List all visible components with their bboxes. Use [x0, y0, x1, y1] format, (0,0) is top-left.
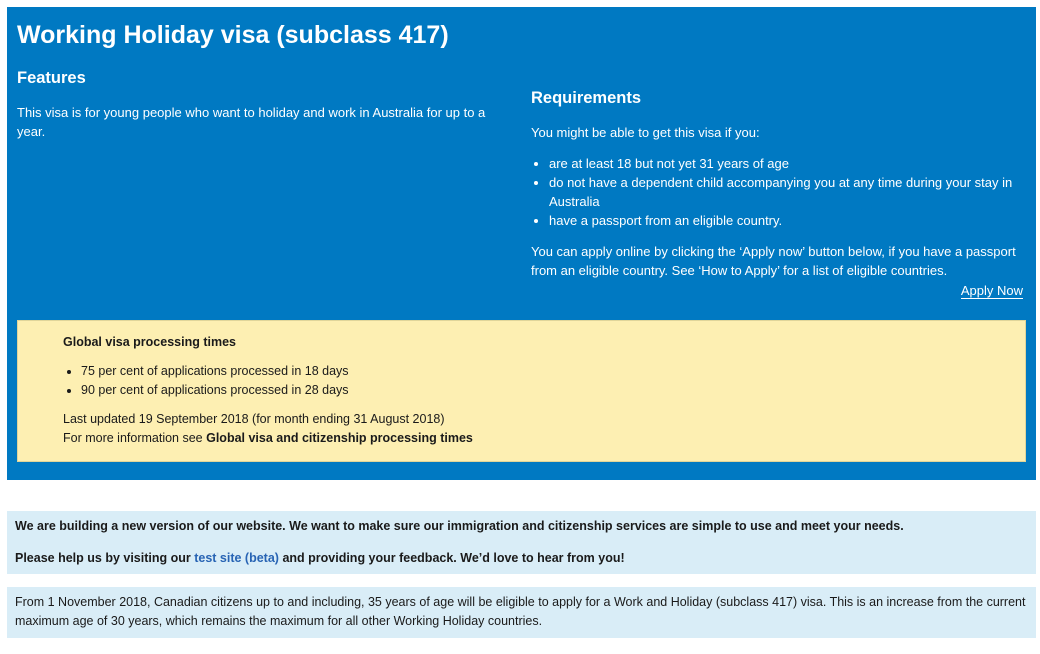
- apply-row: [531, 281, 1023, 300]
- processing-more-info: [63, 429, 1025, 448]
- beta-notice-line-2: [15, 549, 1036, 568]
- requirements-intro: You might be able to get this visa if you:: [531, 125, 760, 140]
- list-item: • do not have a dependent child accompanying you at any time during your stay in Australia: [549, 173, 1023, 211]
- list-item: • have a passport from an eligible country.: [549, 211, 1023, 230]
- processing-times-box: [17, 320, 1026, 462]
- processing-times-heading: Global visa processing times: [63, 335, 236, 349]
- canada-notice-text: From 1 November 2018, Canadian citizens up to and including, 35 years of age will be eligible to apply for a Work and Holiday (subclass 417) visa. This is an increase from the current maximum age of 30 years, which remains the maximum for all other Working Holiday countries.: [15, 595, 1026, 628]
- list-item: • are at least 18 but not yet 31 years of age: [549, 154, 1023, 173]
- apply-instructions: You can apply online by clicking the ‘Apply now’ button below, if you have a passport from an eligible country. See ‘How to Apply’ for a list of eligible countries.: [531, 244, 1016, 278]
- requirements-list: [531, 154, 1023, 230]
- list-item: • 90 per cent of applications processed in 28 days: [81, 381, 1025, 400]
- beta-notice-prefix: Please help us by visiting our: [15, 551, 195, 565]
- beta-site-notice: [7, 511, 1036, 574]
- processing-times-list: [63, 362, 1025, 400]
- more-info-prefix: For more information see: [63, 431, 207, 445]
- test-site-beta-link[interactable]: test site (beta): [194, 551, 279, 565]
- requirements-heading: Requirements: [531, 89, 642, 107]
- apply-now-link[interactable]: Apply Now: [960, 283, 1023, 298]
- list-item: • 75 per cent of applications processed in 18 days: [81, 362, 1025, 381]
- beta-notice-suffix: and providing your feedback. We’d love to hear from you!: [278, 551, 625, 565]
- canada-age-notice: [7, 587, 1036, 638]
- beta-notice-line-1: We are building a new version of our website. We want to make sure our immigration and citizenship services are simple to use and meet your needs.: [15, 519, 904, 533]
- processing-last-updated: Last updated 19 September 2018 (for month ending 31 August 2018): [63, 412, 445, 426]
- requirements-section: [531, 87, 1023, 300]
- visa-hero-panel: [7, 7, 1036, 480]
- processing-times-link[interactable]: Global visa and citizenship processing times: [206, 431, 473, 445]
- page-title: Working Holiday visa (subclass 417): [17, 21, 449, 49]
- features-text: This visa is for young people who want to holiday and work in Australia for up to a year.: [17, 105, 486, 139]
- features-heading: Features: [17, 69, 86, 87]
- features-section: [17, 67, 507, 141]
